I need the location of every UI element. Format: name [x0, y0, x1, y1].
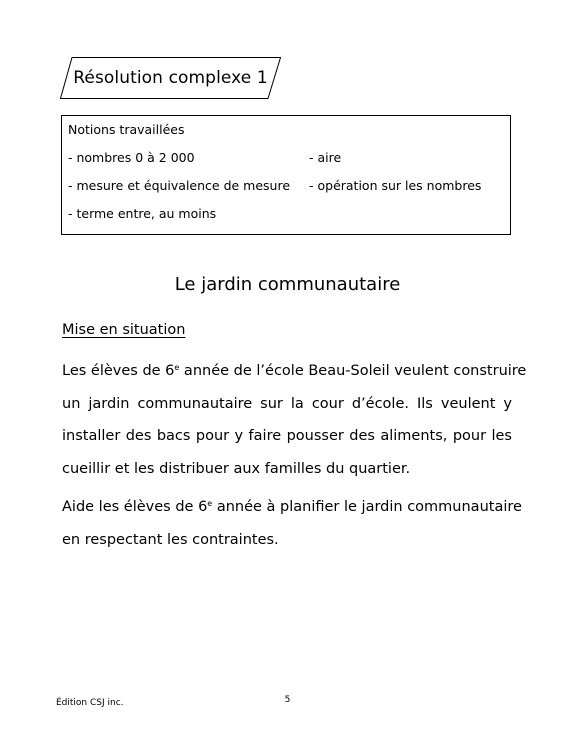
paragraph-line: en respectant les contraintes.: [62, 531, 279, 548]
superscript: e: [174, 363, 180, 372]
text-run: année à planifier le jardin communautaire: [212, 499, 522, 515]
text-run: Les élèves de 6: [62, 363, 175, 379]
paragraph-line: cueillir et les distribuer aux familles du quartier.: [62, 460, 411, 477]
section-heading: Mise en situation: [62, 322, 186, 338]
paragraph-line: un jardin communautaire sur la cour d’école. Ils veulent y: [62, 395, 512, 412]
paragraph-line: [62, 491, 522, 524]
paragraph-instruction: [62, 491, 522, 556]
title-tag: [60, 57, 281, 99]
paragraph-line: installer des bacs pour y faire pousser des aliments, pour les: [62, 428, 512, 444]
superscript: e: [207, 499, 213, 508]
notions-box: [61, 115, 511, 235]
title-tag-text: Résolution complexe 1: [73, 68, 268, 88]
paragraph-line: [62, 355, 527, 388]
notion-item: - terme entre, au moins: [68, 206, 217, 221]
notions-heading: Notions travaillées: [68, 122, 185, 137]
publisher-footer: Édition CSJ inc.: [56, 698, 124, 708]
text-run: année de l’école Beau-Soleil veulent construire: [179, 363, 527, 379]
page-number: 5: [284, 695, 291, 705]
page-title: Le jardin communautaire: [174, 274, 401, 295]
text-run: Aide les élèves de 6: [62, 499, 208, 515]
notion-item: - mesure et équivalence de mesure: [68, 178, 291, 193]
paragraph-situation: [62, 355, 527, 485]
notion-item: - nombres 0 à 2 000: [68, 150, 195, 165]
notion-item: - opération sur les nombres: [309, 178, 482, 193]
notion-item: - aire: [309, 150, 342, 165]
